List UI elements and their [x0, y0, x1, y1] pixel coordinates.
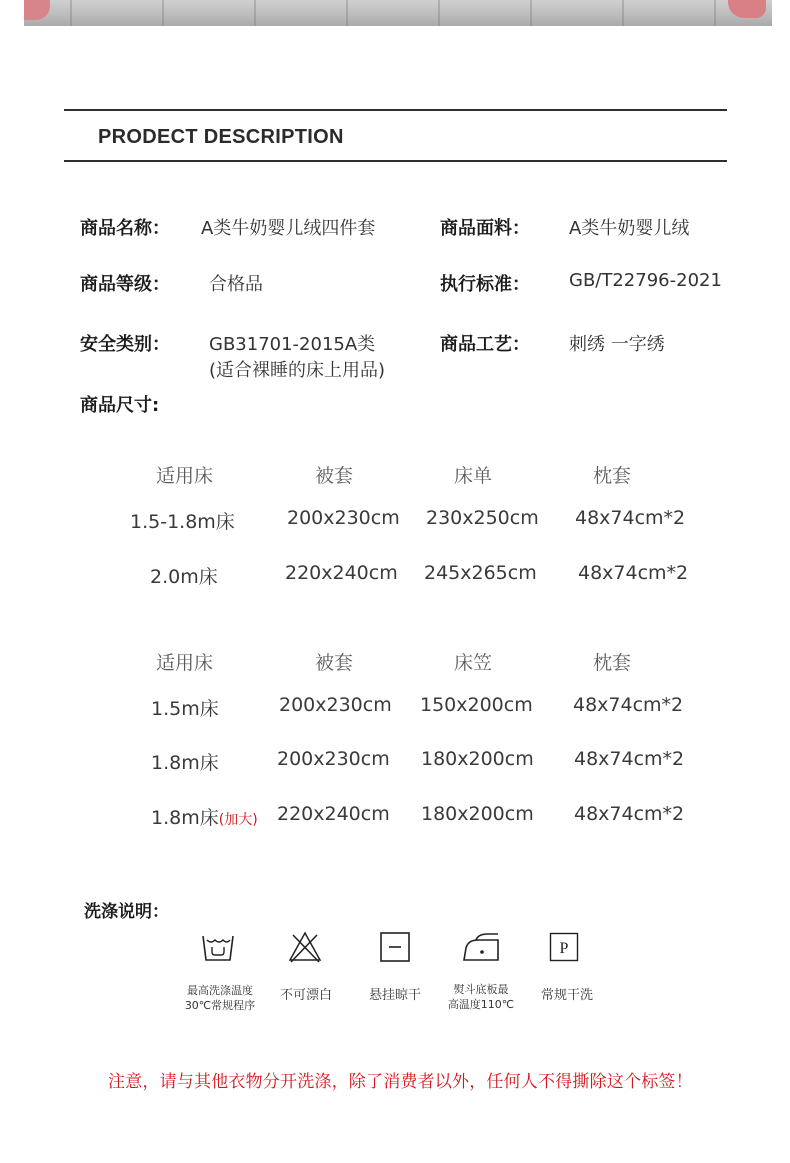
table1-row2-bed: 2.0m床: [150, 566, 218, 588]
spec-craft-value: 刺绣 一字绣: [569, 334, 665, 355]
wash-label-4-line1: 熨斗底板最: [453, 983, 509, 996]
table2-row1-duvet: 200x230cm: [279, 694, 392, 716]
spec-craft-label: 商品工艺：: [440, 334, 530, 355]
wash-label-3: 悬挂晾干: [368, 988, 421, 1003]
table2-row3-fitted-sheet: 180x200cm: [421, 803, 534, 825]
spec-safety-value-line1: GB31701-2015A类: [209, 334, 376, 355]
pink-fabric-edge-left: [24, 0, 50, 20]
line-dry-icon: [378, 930, 412, 964]
table2-row1-fitted-sheet: 150x200cm: [420, 694, 533, 716]
header-rule-bottom: [64, 160, 727, 162]
spec-standard-value: GB/T22796-2021: [569, 270, 722, 291]
table2-row2-duvet: 200x230cm: [277, 748, 390, 770]
table1-row1-pillowcase: 48x74cm*2: [575, 507, 686, 529]
spec-name-label: 商品名称：: [80, 218, 170, 239]
oversize-note: (加大): [218, 812, 258, 828]
table2-row2-fitted-sheet: 180x200cm: [421, 748, 534, 770]
iron-icon: [460, 930, 502, 964]
table1-row2-sheet: 245x265cm: [424, 562, 537, 584]
table2-row2-pillowcase: 48x74cm*2: [574, 748, 685, 770]
wash-label-2: 不可漂白: [279, 988, 332, 1003]
svg-text:P: P: [559, 940, 569, 957]
table2-row2-bed: 1.8m床: [151, 752, 219, 774]
table1-row2-pillowcase: 48x74cm*2: [578, 562, 689, 584]
spec-name-value: A类牛奶婴儿绒四件套: [201, 218, 376, 239]
table2-row3-bed: [151, 803, 258, 830]
spec-grade-label: 商品等级：: [80, 274, 170, 295]
header-rule-top: [64, 109, 727, 111]
spec-standard-label: 执行标准：: [440, 274, 530, 295]
table1-row2-duvet: 220x240cm: [285, 562, 398, 584]
table1-row1-duvet: 200x230cm: [287, 507, 400, 529]
spec-grade-value: 合格品: [209, 274, 263, 295]
wash-label-5: 常规干洗: [540, 988, 593, 1003]
spec-size-label: 商品尺寸:: [80, 395, 160, 416]
wash-label-4-line2: 高温度110℃: [447, 998, 515, 1011]
section-title: PRODECT DESCRIPTION: [98, 126, 344, 148]
table1-row1-sheet: 230x250cm: [426, 507, 539, 529]
table2-row3-pillowcase: 48x74cm*2: [574, 803, 685, 825]
product-photo-strip: [24, 0, 772, 26]
table1-header-sheet: 床单: [454, 465, 493, 487]
washing-title: 洗涤说明：: [84, 902, 169, 922]
table2-row3-duvet: 220x240cm: [277, 803, 390, 825]
spec-fabric-value: A类牛奶婴儿绒: [569, 218, 690, 239]
table2-row1-pillowcase: 48x74cm*2: [573, 694, 684, 716]
table1-header-duvet: 被套: [315, 465, 354, 487]
wash-tub-icon: [201, 930, 235, 964]
wash-label-1-line2: 30℃常规程序: [184, 999, 256, 1012]
table1-header-bed: 适用床: [156, 465, 214, 487]
table2-header-fitted-sheet: 床笠: [454, 652, 493, 674]
table1-row1-bed: 1.5-1.8m床: [130, 511, 235, 533]
table2-header-bed: 适用床: [156, 652, 214, 674]
spec-safety-label: 安全类别：: [80, 334, 170, 355]
wash-label-1-line1: 最高洗涤温度: [187, 984, 253, 997]
dry-clean-icon: [549, 932, 579, 962]
wash-label-1: [180, 983, 260, 1013]
no-bleach-icon: [288, 930, 322, 964]
table1-header-pillowcase: 枕套: [593, 465, 632, 487]
spec-fabric-label: 商品面料：: [440, 218, 530, 239]
table2-row3-bed-text: 1.8m床: [151, 807, 219, 829]
table2-header-duvet: 被套: [315, 652, 354, 674]
spec-safety-value-line2: (适合裸睡的床上用品): [209, 360, 386, 381]
wash-label-4: [441, 982, 521, 1012]
table2-row1-bed: 1.5m床: [151, 698, 219, 720]
pink-fabric-edge-right: [728, 0, 766, 18]
table2-header-pillowcase: 枕套: [593, 652, 632, 674]
tag-removal-notice: 注意，请与其他衣物分开洗涤，除了消费者以外，任何人不得撕除这个标签！: [108, 1072, 693, 1092]
